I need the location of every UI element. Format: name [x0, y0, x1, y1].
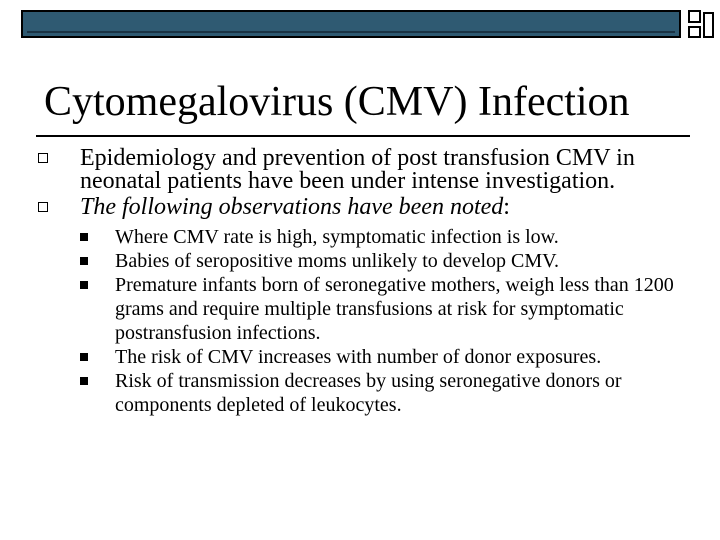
filled-square-icon	[80, 353, 88, 361]
sub-bullet-point	[38, 345, 675, 369]
title-divider	[36, 135, 690, 137]
sub-bullet-text: Babies of seropositive moms unlikely to develop CMV.	[115, 250, 560, 272]
bullet-text-suffix: :	[503, 194, 510, 220]
sub-bullet-point	[38, 225, 675, 249]
sub-bullet-text: The risk of CMV increases with number of donor exposures.	[115, 346, 602, 368]
filled-square-icon	[80, 257, 88, 265]
sub-bullet-text: Risk of transmission decreases by using seronegative donors or components depleted of leukocytes.	[115, 370, 622, 416]
slide-body	[38, 147, 678, 417]
filled-square-icon	[80, 281, 88, 289]
corner-box-decoration	[688, 10, 701, 23]
sub-bullet-point	[38, 369, 675, 417]
hollow-square-icon	[38, 153, 48, 163]
sub-bullet-text: Where CMV rate is high, symptomatic infection is low.	[115, 226, 559, 248]
slide-title: Cytomegalovirus (CMV) Infection	[44, 79, 630, 125]
bullet-point	[38, 196, 678, 219]
header-decoration-bar	[21, 10, 681, 38]
sub-bullet-point	[38, 249, 675, 273]
bullet-text: Epidemiology and prevention of post transfusion CMV in neonatal patients have been under intense investigation.	[80, 145, 635, 194]
filled-square-icon	[80, 377, 88, 385]
corner-box-decoration	[703, 12, 714, 38]
hollow-square-icon	[38, 202, 48, 212]
bullet-text-italic: The following observations have been noted	[80, 194, 504, 220]
sub-bullet-point	[38, 273, 675, 345]
bullet-point	[38, 147, 678, 193]
sub-bullet-list	[38, 225, 678, 417]
header-decoration-inner	[27, 15, 675, 33]
corner-box-decoration	[688, 26, 701, 38]
sub-bullet-text: Premature infants born of seronegative mothers, weigh less than 1200 grams and require multiple transfusions at risk for symptomatic postransfusion infections.	[115, 274, 674, 344]
filled-square-icon	[80, 233, 88, 241]
